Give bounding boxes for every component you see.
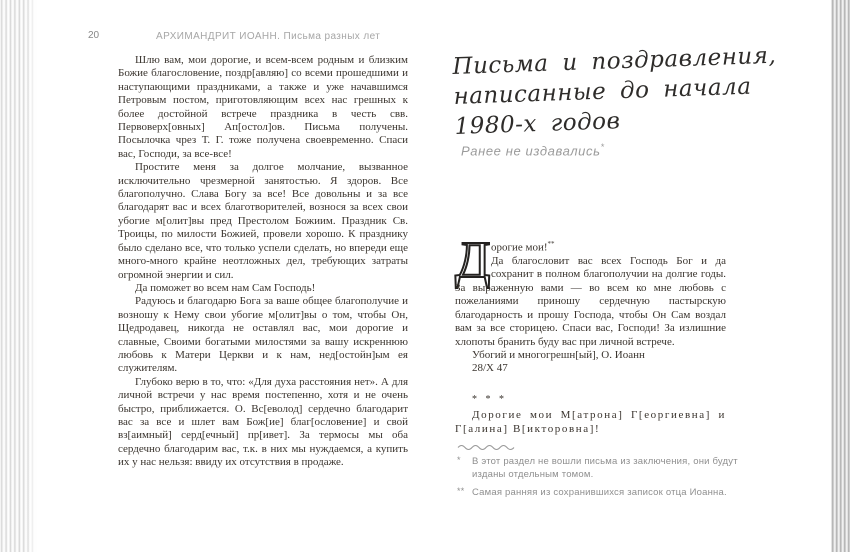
running-head: АРХИМАНДРИТ ИОАНН. Письма разных лет	[156, 31, 381, 42]
footnote-separator-squiggle	[457, 443, 515, 450]
footnote	[455, 486, 747, 499]
paragraph: Шлю вам, мои дорогие, и всем-всем родным и близким Божие благословение, поздр[авляю] со всеми прошедшими и наступающими праздниками, а также и уже начавшимся Петровым постом, приготовляющим всех нас грешных к более достойной встрече праздника в честь свв. Первоверх[овных] Ап[остол]ов. Письма получены. Посылочка чрез Т. Г. тоже получена своевременно. Спаси вас, Господи, за все-все!	[118, 54, 408, 160]
left-text-block	[118, 54, 408, 470]
footnotes-block	[455, 443, 747, 499]
letter-signature: Убогий и многогрешн[ый], О. Иоанн	[472, 348, 645, 361]
section-subtitle-text: Ранее не издавались	[461, 143, 601, 159]
letter-date: 28/X 47	[472, 362, 508, 375]
paragraph: Простите меня за долгое молчание, вызванное исключительно чрезмерной занятостью. Я здоров. Все благополучно. Слава Богу за все! Все довольны и за все благодарят вас и всех благотворителей, вознося за всех свои убогие м[олит]вы пред Престолом Божиим. Праздник Св. Троицы, по милости Божией, провели хорошо. К празднику было сделано все, что только успели сделать, но впереди еще много-много крайне неотложных дел, требующих затраты огромной энергии и сил.	[118, 161, 408, 281]
section-title-line: 1980-х годов	[454, 108, 621, 140]
section-title-line: Письма и поздравления,	[452, 42, 777, 80]
letter-salutation-text: орогие мои!	[491, 241, 548, 254]
letter-body: Да благословит вас всех Господь Бог и да сохранит в полном благополучии на долгие годы. За выраженную вами — во всем ко мне любовь с пожеланиями приношу сердечную пастырскую благодарность и прошу Господа, чтобы Он Сам воздал вам за все сторицею. Спаси вас, Господи! За излишние хлопоты бранить буду вас при личной встрече.	[455, 255, 726, 348]
footnote-reference: *	[600, 142, 605, 152]
footnote-marker: **	[457, 486, 465, 496]
footnote-text: Самая ранняя из сохранившихся записок отца Иоанна.	[472, 487, 727, 498]
paragraph: Да поможет во всем нам Сам Господь!	[135, 281, 316, 294]
footnote	[455, 455, 747, 481]
left-page-edges	[0, 0, 37, 552]
footnote-reference: **	[547, 240, 555, 248]
footnote-marker: *	[457, 455, 461, 465]
letter-block	[455, 232, 726, 436]
section-title	[452, 41, 779, 142]
paragraph: Глубоко верю в то, что: «Для духа расстояния нет». А для личной встречи у нас время постепенно, хотя и не очень быстро, приближается. О. Вс[еволод] сердечно благодарит вас за все и шлет вам Бож[ие] благ[ословение] и свой вз[аимный] серд[ечный] пр[ивет]. За термосы мы оба сердечно благодарим вас, т.к. в них мы нуждаемся, а купить их у нас нельзя: ввиду их отсутствия в продаже.	[118, 375, 408, 469]
section-subtitle	[461, 142, 605, 158]
right-page-edges	[831, 0, 850, 552]
section-title-line: написанные до начала	[453, 73, 752, 110]
paragraph: Радуюсь и благодарю Бога за ваше общее благополучие и возношу к Нему свои убогие м[олит]вы о том, чтобы Он, Щедродавец, никогда не оставлял вас, мои дорогие и славные, Своими богатыми милостями за вашу искреннюю любовь к Матери Церкви и к нам, нед[остойн]ым ея служителям.	[118, 295, 408, 375]
footnote-text: В этот раздел не вошли письма из заключения, они будут изданы отдельным томом.	[472, 456, 738, 480]
letter-salutation	[455, 238, 726, 255]
page-number: 20	[88, 30, 100, 41]
second-letter-salutation: Дорогие мои М[атрона] Г[еоргиевна] и Г[алина] В[икторовна]!	[455, 409, 726, 435]
drop-cap: Д	[455, 232, 491, 289]
asterisk-divider: * * *	[472, 393, 507, 405]
